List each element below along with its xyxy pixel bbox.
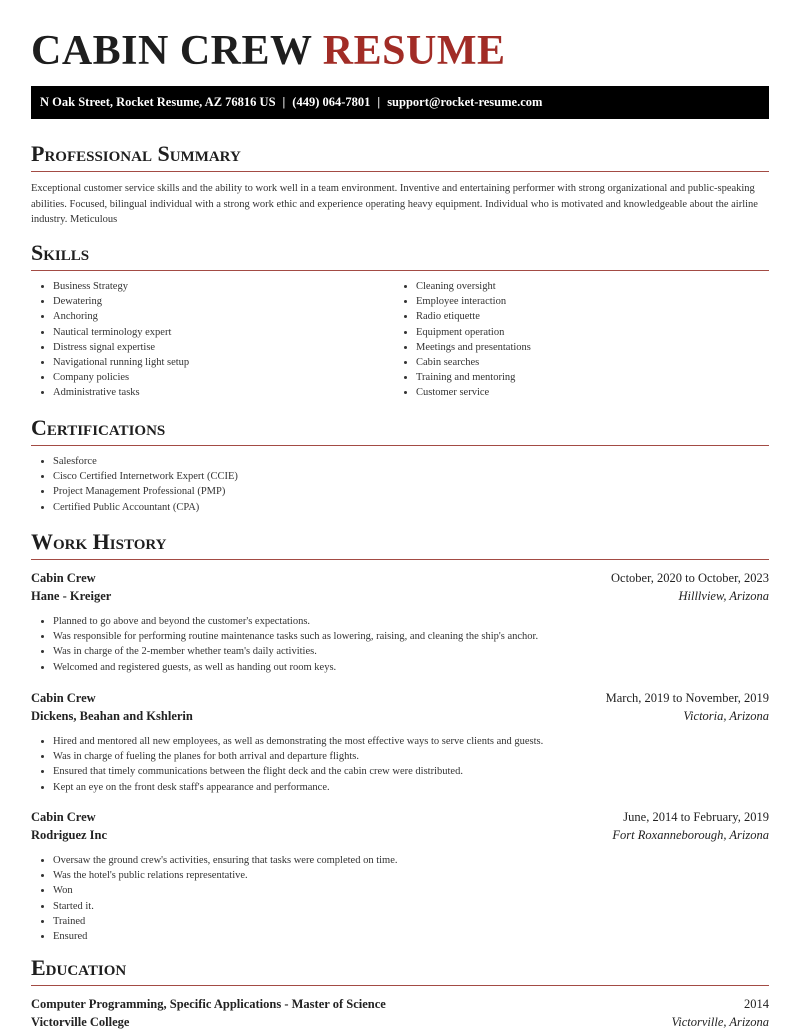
section-heading: Certifications bbox=[31, 415, 166, 440]
job-bullet: • Hired and mentored all new employees, as well as demonstrating the most effective ways to serve clients and guests. bbox=[53, 734, 769, 749]
contact-separator: | bbox=[282, 95, 286, 109]
skill-item: • Cabin searches bbox=[416, 355, 757, 370]
contact-phone[interactable]: (449) 064-7801 bbox=[292, 95, 371, 109]
job-entry bbox=[31, 569, 769, 675]
education-year: 2014 bbox=[744, 997, 769, 1011]
section-divider bbox=[31, 270, 769, 271]
certification-item: • Cisco Certified Internetwork Expert (CCIE) bbox=[53, 469, 769, 484]
skill-item: • Employee interaction bbox=[416, 294, 757, 309]
section-heading: Work History bbox=[31, 529, 167, 554]
job-dates: March, 2019 to November, 2019 bbox=[605, 691, 769, 705]
title-main: CABIN CREW bbox=[31, 28, 312, 74]
job-dates: June, 2014 to February, 2019 bbox=[623, 810, 769, 824]
contact-address: N Oak Street, Rocket Resume, AZ 76816 US bbox=[40, 95, 276, 109]
summary-text: Exceptional customer service skills and the ability to work well in a team environment. Inventive and entertaining performer with strong organizational and public-speaking abilities. Focused, bilingual individual with a strong work ethic and experience operating heavy equipment. Individual who is motivated and knowledgeable about the airline industry. Meticulous bbox=[31, 183, 758, 225]
job-bullet: • Started it. bbox=[53, 899, 769, 914]
skill-item: • Anchoring bbox=[53, 309, 394, 324]
skill-item: • Distress signal expertise bbox=[53, 340, 394, 355]
education-entry bbox=[31, 995, 769, 1031]
job-title: Cabin Crew bbox=[31, 810, 96, 824]
section-divider bbox=[31, 985, 769, 986]
job-bullet: • Welcomed and registered guests, as well as handing out room keys. bbox=[53, 660, 769, 675]
contact-bar bbox=[31, 86, 769, 119]
job-bullet: • Was responsible for performing routine maintenance tasks such as lowering, raising, and cleaning the ship's anchor. bbox=[53, 629, 769, 644]
job-bullet: • Planned to go above and beyond the customer's expectations. bbox=[53, 614, 769, 629]
education-location: Victorville, Arizona bbox=[671, 1015, 769, 1029]
skill-item: • Meetings and presentations bbox=[416, 340, 757, 355]
job-bullet: • Won bbox=[53, 883, 769, 898]
job-bullet: • Ensured that timely communications between the flight deck and the cabin crew were distributed. bbox=[53, 764, 769, 779]
skills-right-column bbox=[394, 279, 757, 401]
skill-item: • Equipment operation bbox=[416, 325, 757, 340]
skills-section bbox=[31, 240, 769, 401]
skill-item: • Customer service bbox=[416, 385, 757, 400]
work-history-section bbox=[31, 529, 769, 560]
education-degree: Computer Programming, Specific Applications - Master of Science bbox=[31, 997, 386, 1011]
education-school: Victorville College bbox=[31, 1015, 130, 1029]
job-title: Cabin Crew bbox=[31, 691, 96, 705]
certification-item: • Salesforce bbox=[53, 454, 769, 469]
certification-item: • Project Management Professional (PMP) bbox=[53, 484, 769, 499]
job-location: Victoria, Arizona bbox=[683, 709, 769, 723]
skill-item: • Navigational running light setup bbox=[53, 355, 394, 370]
certification-item: • Certified Public Accountant (CPA) bbox=[53, 500, 769, 515]
resume-title bbox=[31, 26, 505, 76]
job-bullet: • Kept an eye on the front desk staff's appearance and performance. bbox=[53, 780, 769, 795]
skill-item: • Business Strategy bbox=[53, 279, 394, 294]
skill-item: • Training and mentoring bbox=[416, 370, 757, 385]
summary-section bbox=[31, 141, 769, 228]
education-section bbox=[31, 955, 769, 986]
job-company: Dickens, Beahan and Kshlerin bbox=[31, 709, 193, 723]
job-company: Rodriguez Inc bbox=[31, 828, 108, 842]
job-bullet: • Was in charge of the 2-member whether team's daily activities. bbox=[53, 644, 769, 659]
skill-item: • Cleaning oversight bbox=[416, 279, 757, 294]
section-heading: Education bbox=[31, 955, 127, 980]
section-heading: Professional Summary bbox=[31, 141, 241, 166]
job-location: Hilllview, Arizona bbox=[678, 589, 769, 603]
skill-item: • Administrative tasks bbox=[53, 385, 394, 400]
skill-item: • Nautical terminology expert bbox=[53, 325, 394, 340]
job-entry bbox=[31, 689, 769, 795]
section-divider bbox=[31, 559, 769, 560]
section-divider bbox=[31, 171, 769, 172]
skill-item: • Company policies bbox=[53, 370, 394, 385]
title-accent: RESUME bbox=[322, 28, 506, 74]
job-entry bbox=[31, 808, 769, 944]
job-bullet: • Was in charge of fueling the planes for both arrival and departure flights. bbox=[53, 749, 769, 764]
section-heading: Skills bbox=[31, 240, 90, 265]
job-company: Hane - Kreiger bbox=[31, 589, 112, 603]
job-dates: October, 2020 to October, 2023 bbox=[611, 571, 769, 585]
contact-separator: | bbox=[377, 95, 381, 109]
job-bullet: • Trained bbox=[53, 914, 769, 929]
section-divider bbox=[31, 445, 769, 446]
certifications-section bbox=[31, 415, 769, 515]
job-title: Cabin Crew bbox=[31, 571, 96, 585]
skills-left-column bbox=[31, 279, 394, 401]
job-bullet: • Was the hotel's public relations representative. bbox=[53, 868, 769, 883]
job-location: Fort Roxanneborough, Arizona bbox=[612, 828, 769, 842]
skill-item: • Radio etiquette bbox=[416, 309, 757, 324]
contact-email[interactable]: support@rocket-resume.com bbox=[387, 95, 543, 109]
job-bullet: • Oversaw the ground crew's activities, ensuring that tasks were completed on time. bbox=[53, 853, 769, 868]
job-bullet: • Ensured bbox=[53, 929, 769, 944]
skill-item: • Dewatering bbox=[53, 294, 394, 309]
